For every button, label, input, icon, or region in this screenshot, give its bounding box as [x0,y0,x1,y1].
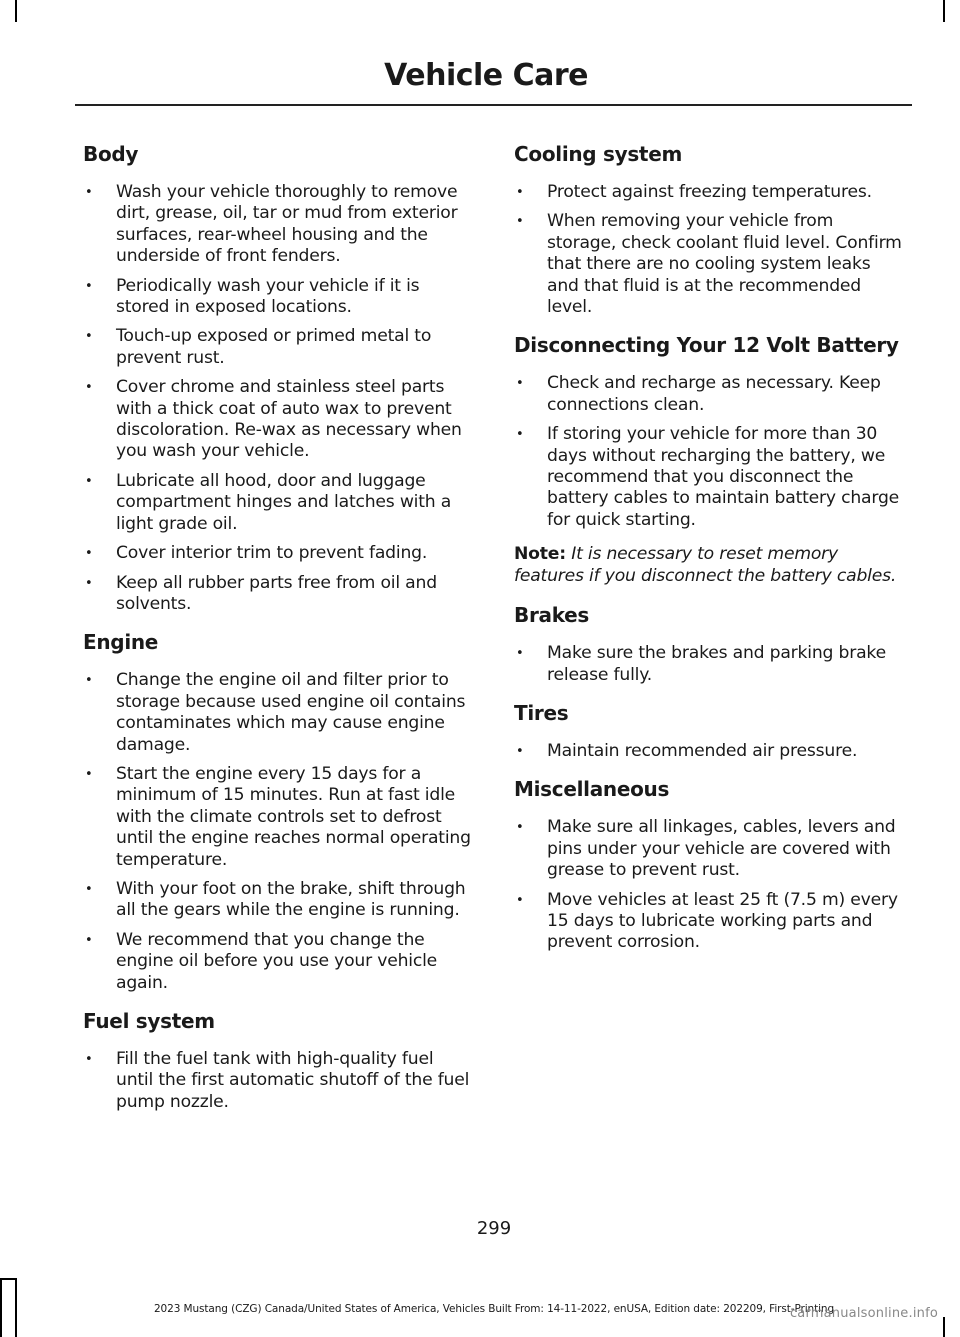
section-heading: Engine [83,630,159,655]
section-heading: Tires [514,700,569,725]
list-item: • Fill the fuel tank with high-quality fuel until the first automatic shutoff of the fuel pump nozzle. [83,1049,475,1113]
section-heading: Cooling system [514,142,682,166]
list-item: • We recommend that you change the engine oil before you use your vehicle again. [83,930,475,994]
list-item: • When removing your vehicle from storage, check coolant fluid level. Confirm that there are no cooling system leaks and that fluid is at the recommended level. [514,211,906,318]
cooling-system-section [514,140,906,318]
list-item: • With your foot on the brake, shift through all the gears while the engine is running. [83,879,475,922]
page-title: Vehicle Care [384,58,588,93]
bullet-list [514,643,906,686]
bullet-list [83,182,475,615]
crop-mark [15,0,17,22]
bullet-list [514,373,906,531]
list-item: • Make sure the brakes and parking brake release fully. [514,643,906,686]
note-text: It is necessary to reset memory features if you disconnect the battery cables. [514,544,897,586]
section-heading: Body [83,142,139,166]
bullet-list [83,1049,475,1113]
miscellaneous-section [514,775,906,953]
right-column [514,140,906,967]
list-item: • Check and recharge as necessary. Keep connections clean. [514,373,906,416]
body-section [83,140,475,615]
bullet-list [514,741,906,762]
page-number: 299 [476,1218,512,1239]
watermark: carmanualsonline.info [789,1306,938,1321]
bullet-list [83,670,475,994]
left-column [83,140,475,1126]
list-item: • Start the engine every 15 days for a minimum of 15 minutes. Run at fast idle with the climate controls set to defrost until the engine reaches normal operating temperature. [83,764,475,871]
list-item: • Touch-up exposed or primed metal to prevent rust. [83,326,475,369]
list-item: • Change the engine oil and filter prior to storage because used engine oil contains contaminates which may cause engine damage. [83,670,475,756]
list-item: • Make sure all linkages, cables, levers and pins under your vehicle are covered with grease to prevent rust. [514,817,906,881]
edition-footer: 2023 Mustang (CZG) Canada/United States of America, Vehicles Built From: 14-11-2022, enUSA, Edition date: 202209, First-Printing [153,1303,835,1315]
list-item: • Protect against freezing temperatures. [514,182,906,203]
engine-section [83,628,475,994]
list-item: • Keep all rubber parts free from oil and solvents. [83,573,475,616]
brakes-section [514,601,906,686]
bullet-list [514,817,906,953]
tires-section [514,699,906,762]
list-item: • If storing your vehicle for more than 30 days without recharging the battery, we recommend that you disconnect the battery cables to maintain battery charge for quick starting. [514,424,906,531]
header-divider [75,104,912,106]
bullet-list [514,182,906,318]
section-heading: Fuel system [83,1009,215,1033]
section-heading: Brakes [514,603,590,628]
list-item: • Lubricate all hood, door and luggage compartment hinges and latches with a light grade oil. [83,471,475,535]
crop-mark [943,0,945,22]
crop-mark [943,1317,945,1337]
list-item: • Move vehicles at least 25 ft (7.5 m) every 15 days to lubricate working parts and prevent corrosion. [514,890,906,954]
note [514,544,906,587]
section-heading: Miscellaneous [514,777,670,802]
section-heading: Disconnecting Your 12 Volt Battery [514,333,899,358]
list-item: • Wash your vehicle thoroughly to remove dirt, grease, oil, tar or mud from exterior surfaces, rear-wheel housing and the underside of front fenders. [83,182,475,268]
list-item: • Maintain recommended air pressure. [514,741,906,762]
fuel-system-section [83,1007,475,1113]
list-item: • Periodically wash your vehicle if it is stored in exposed locations. [83,276,475,319]
battery-section [514,331,906,587]
list-item: • Cover chrome and stainless steel parts with a thick coat of auto wax to prevent discoloration. Re-wax as necessary when you wash your vehicle. [83,377,475,463]
list-item: • Cover interior trim to prevent fading. [83,543,475,564]
note-label: Note: [514,544,566,565]
